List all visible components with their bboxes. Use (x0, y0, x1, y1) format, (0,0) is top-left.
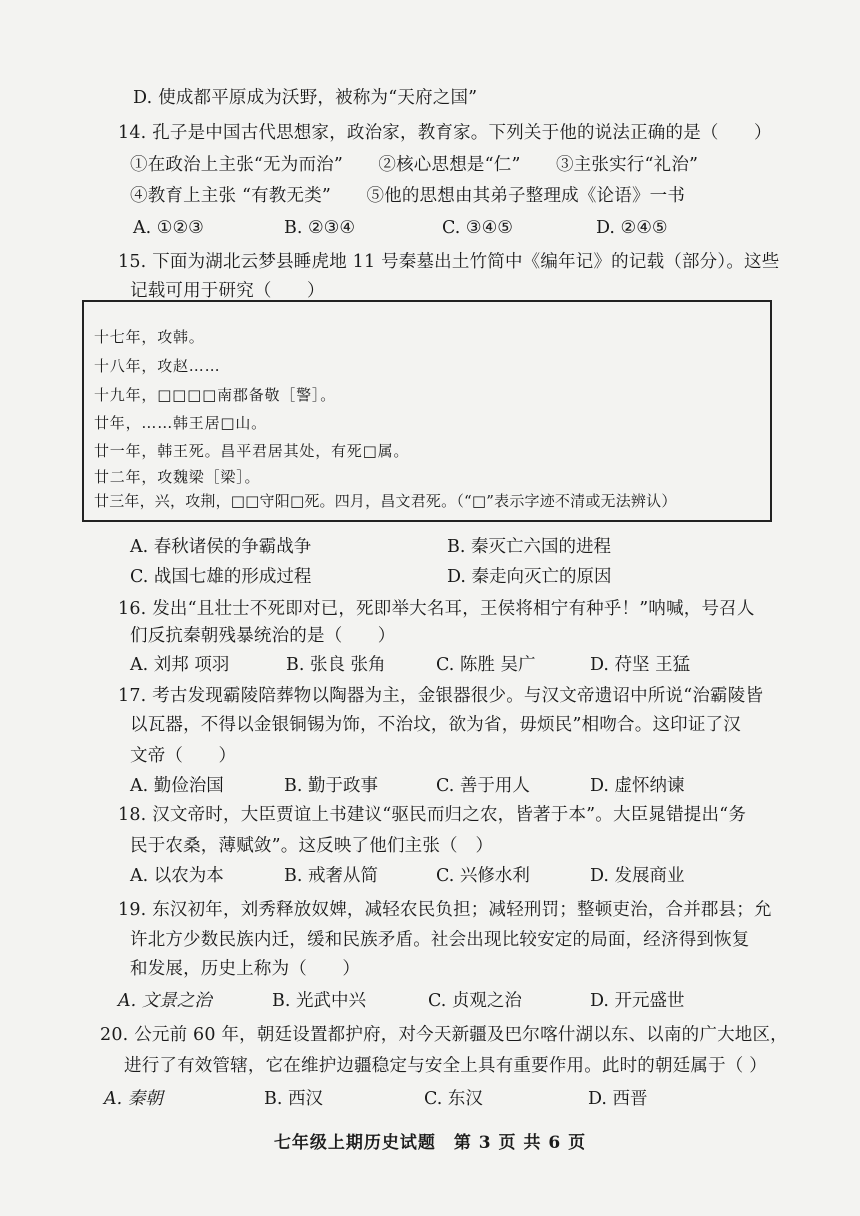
q15-stem-line1: 15. 下面为湖北云梦县睡虎地 11 号秦墓出土竹简中《编年记》的记载（部分）。这些 (118, 252, 780, 272)
q19-stem-line1: 19. 东汉初年，刘秀释放奴婢，减轻农民负担；减轻刑罚；整顿吏治，合并郡县；允 (118, 900, 772, 920)
q15-option-c: C. 战国七雄的形成过程 (130, 567, 312, 587)
bamboo-record-box (82, 300, 772, 522)
q15-option-d: D. 秦走向灭亡的原因 (447, 567, 612, 587)
q19-option-a: A. 文景之治 (118, 991, 212, 1011)
q20-option-d: D. 西晋 (588, 1089, 648, 1109)
q14-option-d: D. ②④⑤ (596, 218, 668, 238)
q15-option-a: A. 春秋诸侯的争霸战争 (130, 537, 312, 557)
q18-stem-line2: 民于农桑，薄赋敛”。这反映了他们主张（ ） (130, 836, 494, 856)
q16-option-b: B. 张良 张角 (286, 655, 386, 675)
q17-stem-line3: 文帝（ ） (130, 746, 237, 766)
q18-option-a: A. 以农为本 (130, 866, 224, 886)
q16-stem-line1: 16. 发出“且壮士不死即对已，死即举大名耳，王侯将相宁有种乎！”呐喊，号召人 (118, 599, 755, 619)
q17-option-b: B. 勤于政事 (284, 776, 378, 796)
record-line: 廿年，……韩王居□山。 (94, 414, 267, 432)
q18-stem-line1: 18. 汉文帝时，大臣贾谊上书建议“驱民而归之农，皆著于本”。大臣晁错提出“务 (118, 805, 747, 825)
q20-option-c: C. 东汉 (424, 1089, 483, 1109)
q18-option-c: C. 兴修水利 (436, 866, 530, 886)
record-line: 廿二年，攻魏梁［梁］。 (94, 468, 261, 486)
q14-statements-line2: ④教育上主张 “有教无类” ⑤他的思想由其弟子整理成《论语》一书 (130, 186, 686, 206)
q15-stem-line2: 记载可用于研究（ ） (130, 281, 325, 301)
q17-option-a: A. 勤俭治国 (130, 776, 224, 796)
q16-option-d: D. 苻坚 王猛 (590, 655, 691, 675)
q19-option-b: B. 光武中兴 (272, 991, 366, 1011)
q14-stem: 14. 孔子是中国古代思想家，政治家，教育家。下列关于他的说法正确的是（ ） (118, 123, 772, 143)
q16-option-a: A. 刘邦 项羽 (130, 655, 230, 675)
record-line: 十七年，攻韩。 (94, 328, 205, 346)
record-line: 廿一年，韩王死。昌平君居其处，有死□属。 (94, 442, 410, 460)
q19-option-d: D. 开元盛世 (590, 991, 685, 1011)
q18-option-d: D. 发展商业 (590, 866, 685, 886)
record-line: 十九年，□□□□南郡备敬［警］。 (94, 386, 336, 404)
q16-option-c: C. 陈胜 吴广 (436, 655, 536, 675)
q14-option-b: B. ②③④ (284, 218, 356, 238)
q19-option-c: C. 贞观之治 (428, 991, 522, 1011)
q20-stem-line1: 20. 公元前 60 年，朝廷设置都护府，对今天新疆及巴尔喀什湖以东、以南的广大地区， (100, 1025, 788, 1045)
q17-stem-line1: 17. 考古发现霸陵陪葬物以陶器为主，金银器很少。与汉文帝遗诏中所说“治霸陵皆 (118, 686, 764, 706)
record-line: 廿三年，兴，攻荆，□□守阳□死。四月，昌文君死。（“□”表示字迹不清或无法辨认） (94, 492, 677, 510)
q17-option-c: C. 善于用人 (436, 776, 530, 796)
q14-option-c: C. ③④⑤ (442, 218, 513, 238)
q16-stem-line2: 们反抗秦朝残暴统治的是（ ） (130, 626, 396, 646)
q14-statements-line1: ①在政治上主张“无为而治” ②核心思想是“仁” ③主张实行“礼治” (130, 155, 699, 175)
q17-option-d: D. 虚怀纳谏 (590, 776, 685, 796)
q15-option-b: B. 秦灭亡六国的进程 (447, 537, 611, 557)
q19-stem-line3: 和发展，历史上称为（ ） (130, 959, 361, 979)
q13-option-d: D. 使成都平原成为沃野，被称为“天府之国” (133, 88, 478, 108)
page-footer: 七年级上期历史试题 第 3 页 共 6 页 (273, 1133, 587, 1153)
q17-stem-line2: 以瓦器，不得以金银铜锡为饰，不治坟，欲为省，毋烦民”相吻合。这印证了汉 (130, 715, 741, 735)
q18-option-b: B. 戒奢从简 (284, 866, 378, 886)
q20-option-b: B. 西汉 (264, 1089, 323, 1109)
q14-option-a: A. ①②③ (133, 218, 204, 238)
q19-stem-line2: 许北方少数民族内迁，缓和民族矛盾。社会出现比较安定的局面，经济得到恢复 (130, 930, 750, 950)
q20-stem-line2: 进行了有效管辖，它在维护边疆稳定与安全上具有重要作用。此时的朝廷属于（ ） (124, 1056, 767, 1076)
q20-option-a: A. 秦朝 (104, 1089, 163, 1109)
record-line: 十八年，攻赵…… (94, 357, 221, 375)
